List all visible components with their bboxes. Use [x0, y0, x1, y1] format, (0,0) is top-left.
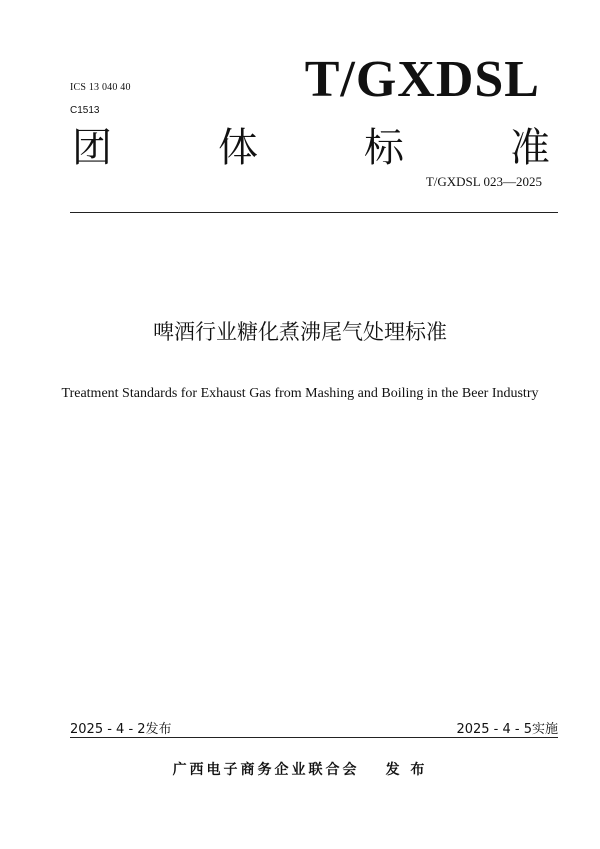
standard-type-heading: [72, 126, 550, 170]
implement-date: 2025 - 4 - 5实施: [456, 722, 558, 737]
standard-type-char: 体: [218, 125, 258, 171]
standard-logo: T/GXDSL: [304, 51, 540, 108]
footer-divider: [70, 737, 558, 738]
ccs-code: C1513: [70, 105, 100, 116]
document-title-chinese: 啤酒行业糖化煮沸尾气处理标准: [153, 320, 447, 344]
standard-type-char: 团: [72, 125, 112, 171]
document-title-english: Treatment Standards for Exhaust Gas from Mashing and Boiling in the Beer Industry: [61, 386, 539, 401]
standard-number: T/GXDSL 023—2025: [425, 174, 542, 189]
standard-type-char: 标: [364, 125, 404, 171]
issuer-name: 广西电子商务企业联合会: [172, 762, 360, 778]
standard-type-char: 准: [510, 125, 550, 171]
publish-date: 2025 - 4 - 2发布: [70, 722, 172, 737]
issuer-line: [0, 759, 600, 779]
ics-code: ICS 13 040 40: [70, 82, 131, 93]
header-divider: [70, 212, 558, 213]
issuer-action: 发 布: [385, 762, 428, 778]
